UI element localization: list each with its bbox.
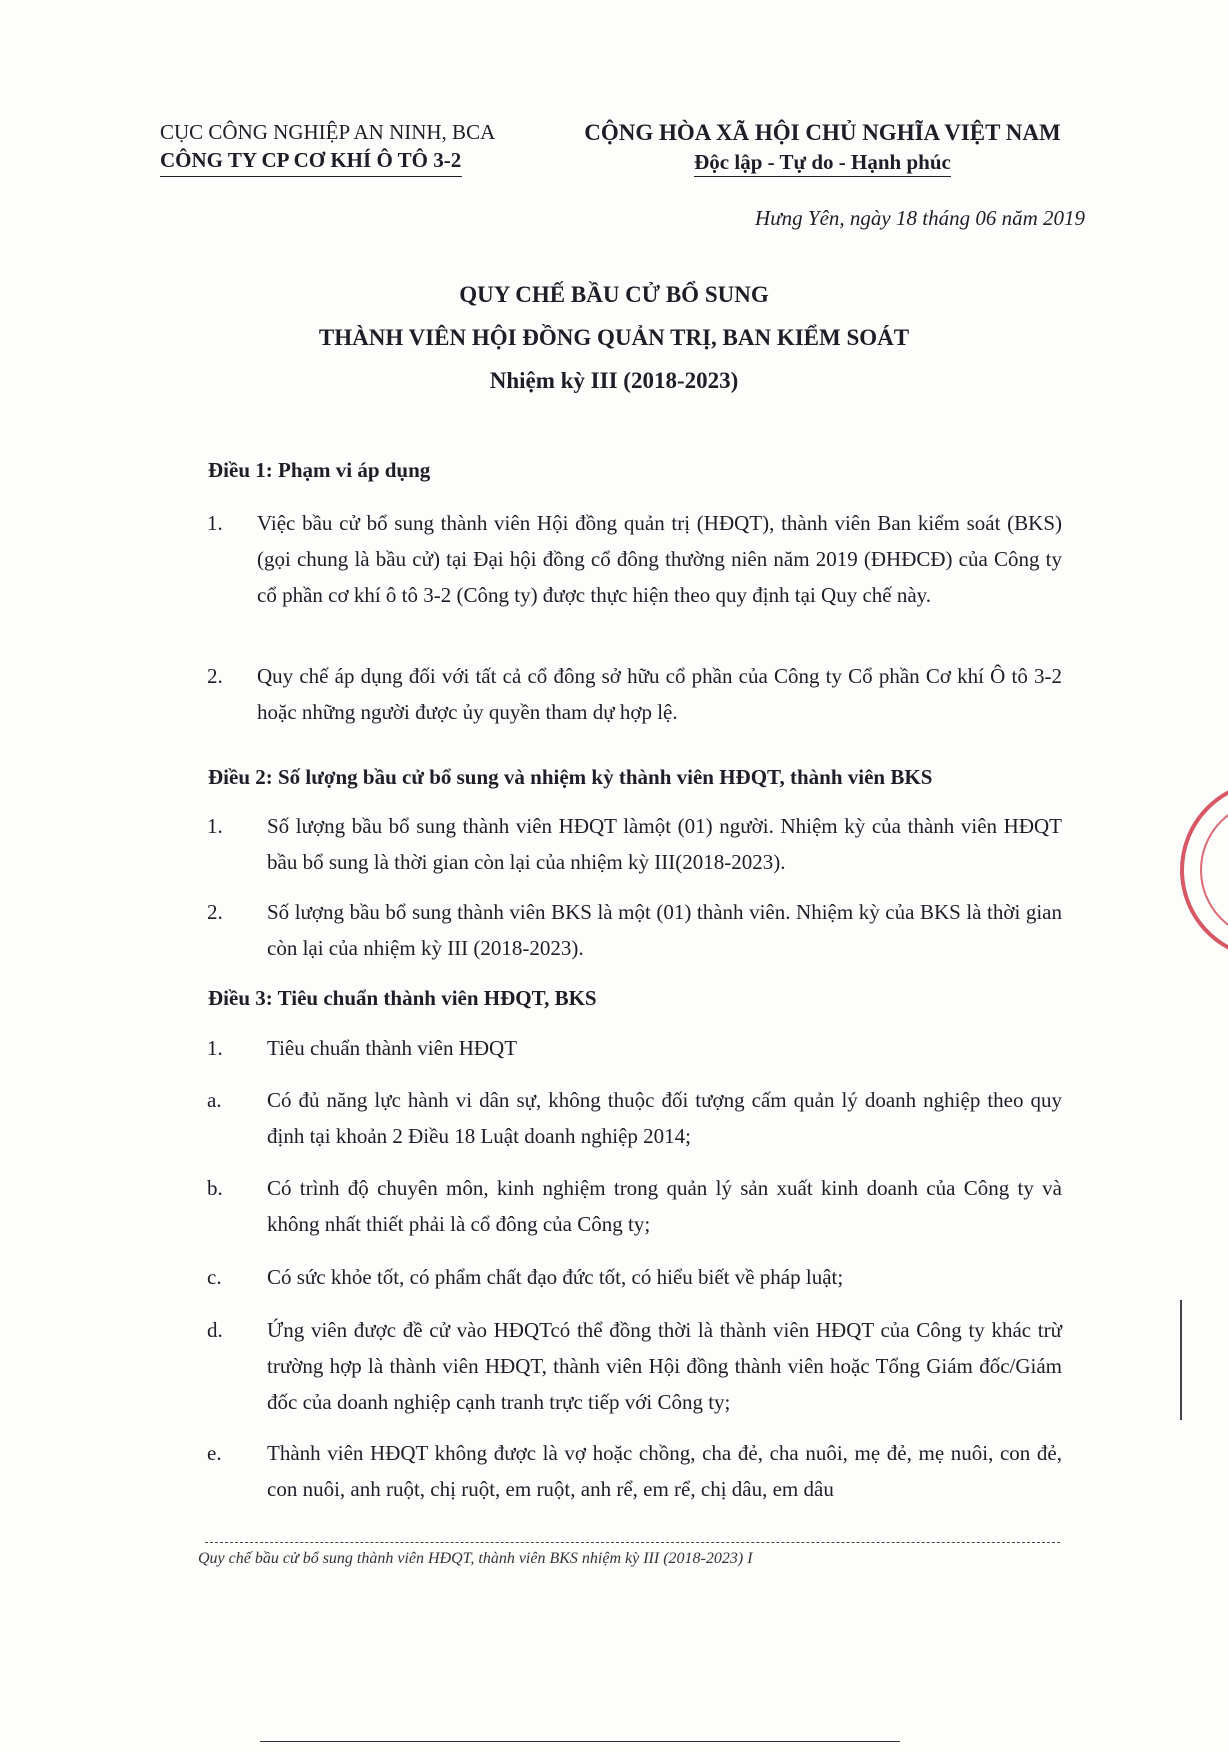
article-2-item-2 (207, 894, 1062, 966)
title-line-2: THÀNH VIÊN HỘI ĐỒNG QUẢN TRỊ, BAN KIỂM SOÁT (318, 325, 910, 350)
article-3-item-a (207, 1082, 1062, 1154)
article-1-item-1 (207, 505, 1062, 613)
article-3-item-b (207, 1170, 1062, 1242)
item-text: Quy chế áp dụng đối với tất cả cổ đông sở hữu cổ phần của Công ty Cổ phần Cơ khí Ô tô 3-2 hoặc những người được ủy quyền tham dự hợp lệ. (257, 664, 1062, 724)
place-date: Hưng Yên, ngày 18 tháng 06 năm 2019 (755, 206, 1085, 230)
article-1-heading: Điều 1: Phạm vi áp dụng (208, 458, 431, 482)
item-text: Việc bầu cử bổ sung thành viên Hội đồng quản trị (HĐQT), thành viên Ban kiểm soát (BKS) (gọi chung là bầu cử) tại Đại hội đồng cổ đông thường niên năm 2019 (ĐHĐCĐ) của Công ty cổ phần cơ khí ô tô 3-2 (Công ty) được thực hiện theo quy định tại Quy chế này. (257, 511, 1062, 607)
item-number: e. (207, 1441, 222, 1465)
item-text: Có trình độ chuyên môn, kinh nghiệm trong quản lý sản xuất kinh doanh của Công ty và không nhất thiết phải là cổ đông của Công ty; (267, 1176, 1062, 1236)
scan-bottom-line (260, 1741, 900, 1742)
agency-block (160, 118, 495, 174)
article-1-item-2 (207, 658, 1062, 730)
item-text: Số lượng bầu bổ sung thành viên HĐQT làmột (01) người. Nhiệm kỳ của thành viên HĐQT bầu bổ sung là thời gian còn lại của nhiệm kỳ III(2018-2023). (267, 814, 1062, 874)
article-2-heading: Điều 2: Số lượng bầu cử bổ sung và nhiệm kỳ thành viên HĐQT, thành viên BKS (208, 765, 933, 789)
article-3-heading: Điều 3: Tiêu chuẩn thành viên HĐQT, BKS (208, 986, 597, 1010)
motto (560, 150, 1085, 175)
nation-heading: CỘNG HÒA XÃ HỘI CHỦ NGHĨA VIỆT NAM (584, 120, 1061, 145)
item-number: 1. (207, 814, 223, 838)
scan-edge-mark (1180, 1300, 1182, 1420)
item-text: Có đủ năng lực hành vi dân sự, không thuộc đối tượng cấm quản lý doanh nghiệp theo quy định tại khoản 2 Điều 18 Luật doanh nghiệp 2014; (267, 1088, 1062, 1148)
item-text: Số lượng bầu bổ sung thành viên BKS là một (01) thành viên. Nhiệm kỳ của BKS là thời gian còn lại của nhiệm kỳ III (2018-2023). (267, 900, 1062, 960)
item-number: 2. (207, 900, 223, 924)
item-text: Ứng viên được đề cử vào HĐQTcó thể đồng thời là thành viên HĐQT của Công ty khác trừ trường hợp là thành viên HĐQT, thành viên Hội đồng thành viên hoặc Tổng Giám đốc/Giám đốc của doanh nghiệp cạnh tranh trực tiếp với Công ty; (267, 1318, 1062, 1414)
item-text: Thành viên HĐQT không được là vợ hoặc chồng, cha đẻ, cha nuôi, mẹ đẻ, mẹ nuôi, con đẻ, con nuôi, anh ruột, chị ruột, em ruột, anh rể, em rể, chị dâu, em dâu (267, 1441, 1062, 1501)
motto-text: Độc lập - Tự do - Hạnh phúc (694, 150, 951, 177)
item-number: d. (207, 1318, 223, 1342)
page-footer: Quy chế bầu cử bổ sung thành viên HĐQT, thành viên BKS nhiệm kỳ III (2018-2023) I (198, 1550, 753, 1567)
item-text: Tiêu chuẩn thành viên HĐQT (267, 1036, 518, 1060)
article-2-item-1 (207, 808, 1062, 880)
item-number: 1. (207, 511, 223, 535)
title-line-1: QUY CHẾ BẦU CỬ BỔ SUNG (459, 282, 769, 307)
agency-underline (160, 176, 462, 177)
title-line-3: Nhiệm kỳ III (2018-2023) (489, 368, 739, 393)
item-number: 2. (207, 664, 223, 688)
item-number: b. (207, 1176, 223, 1200)
article-3-item-c (207, 1259, 1062, 1295)
article-3-item-1 (207, 1030, 1062, 1066)
item-text: Có sức khỏe tốt, có phẩm chất đạo đức tốt, có hiểu biết về pháp luật; (267, 1265, 844, 1289)
article-3-item-e (207, 1435, 1062, 1507)
footer-divider (205, 1542, 1060, 1543)
article-3-item-d (207, 1312, 1062, 1420)
item-number: a. (207, 1088, 222, 1112)
item-number: 1. (207, 1036, 223, 1060)
agency-line-1: CỤC CÔNG NGHIỆP AN NINH, BCA (160, 120, 496, 144)
item-number: c. (207, 1265, 222, 1289)
agency-line-2: CÔNG TY CP CƠ KHÍ Ô TÔ 3-2 (160, 148, 462, 172)
